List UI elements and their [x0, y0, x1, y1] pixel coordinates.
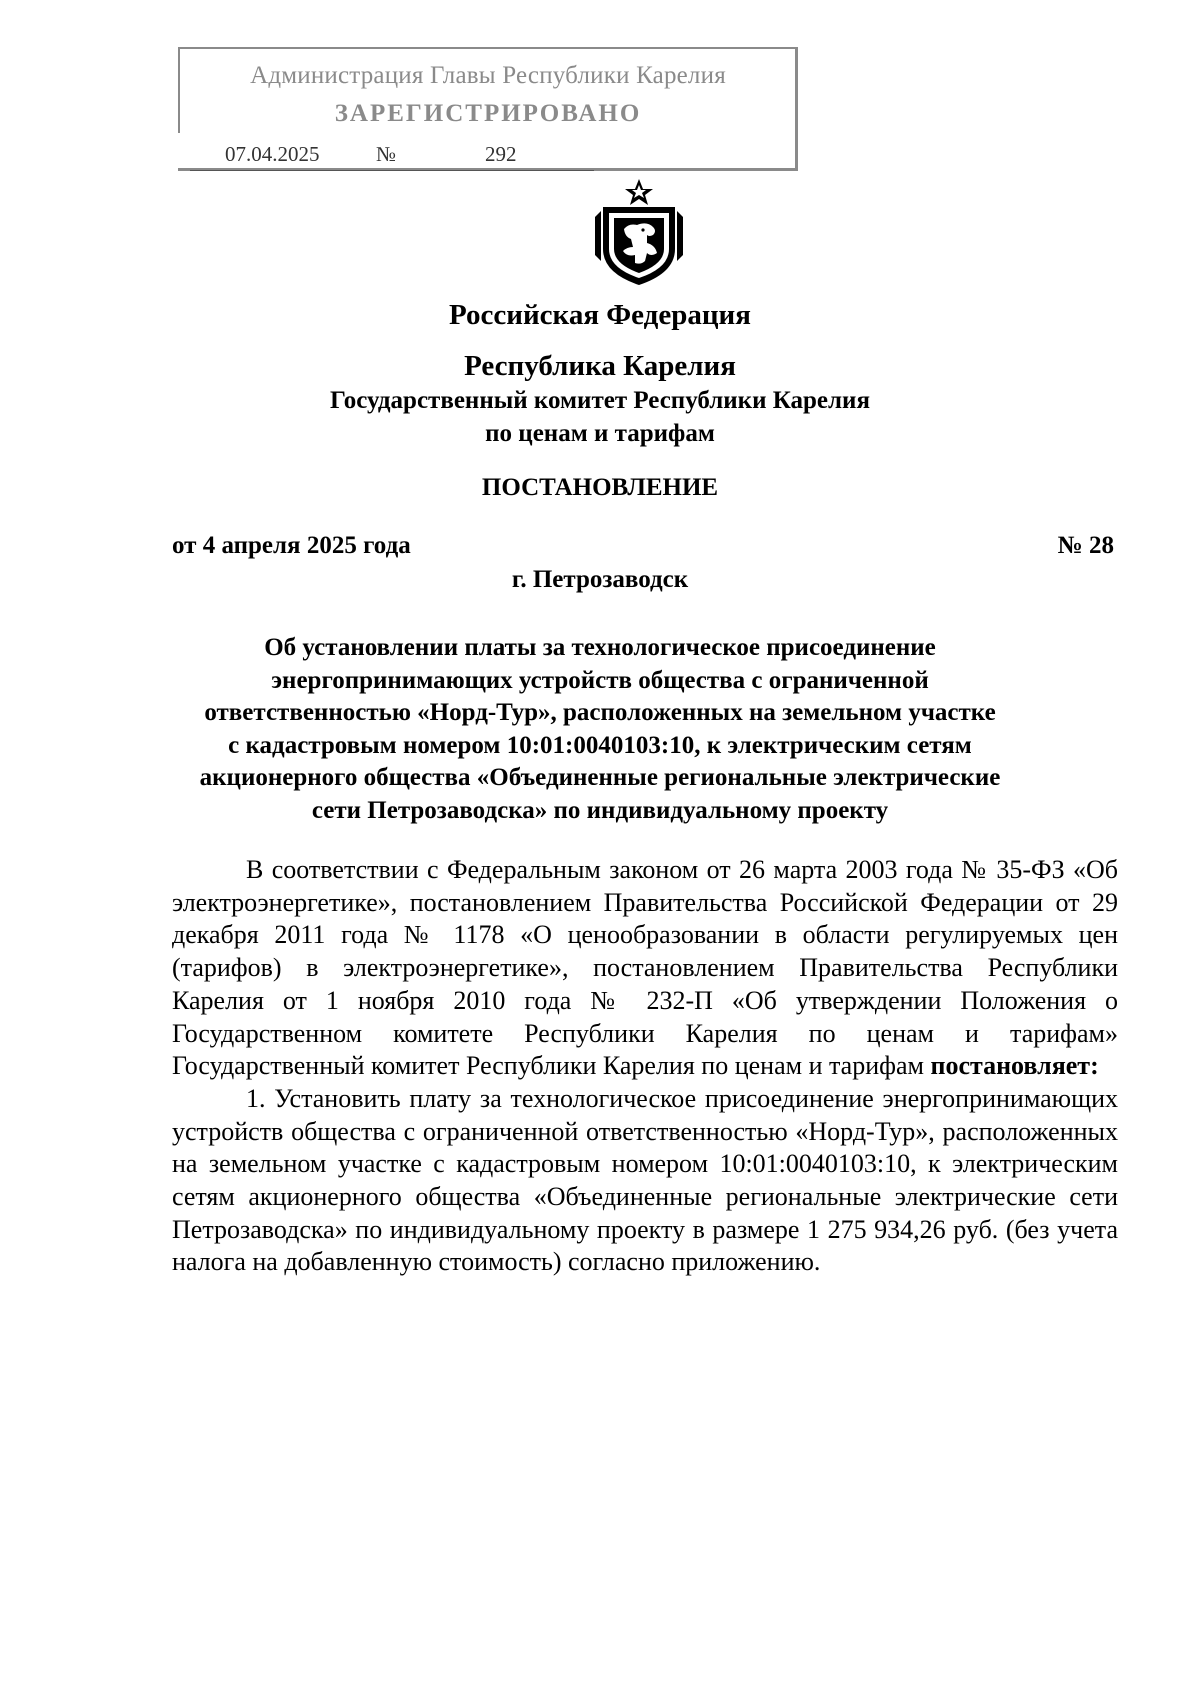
- title-line: энергопринимающих устройств общества с ограниченной: [271, 666, 929, 694]
- stamp-date: 07.04.2025: [225, 142, 320, 166]
- federation-heading: Российская Федерация: [449, 299, 751, 331]
- title-line: акционерного общества «Объединенные региональные электрические: [199, 764, 1001, 791]
- title-line: Об установлении платы за технологическое присоединение: [264, 634, 936, 661]
- committee-heading-line1: Государственный комитет Республики Карелия: [330, 387, 870, 414]
- committee-heading-line2: по ценам и тарифам: [485, 420, 715, 447]
- stamp-number: 292: [485, 142, 517, 166]
- title-line: сети Петрозаводска» по индивидуальному проекту: [311, 796, 889, 824]
- stamp-registered-label: ЗАРЕГИСТРИРОВАНО: [334, 100, 642, 127]
- stamp-registration-row: [190, 142, 594, 171]
- title-line: с кадастровым номером 10:01:0040103:10, к электрическим сетям: [228, 731, 972, 759]
- document-title: [160, 632, 1040, 827]
- document-date: от 4 апреля 2025 года: [172, 532, 411, 559]
- city-label: г. Петрозаводск: [511, 566, 689, 593]
- title-line: ответственностью «Норд-Тур», расположенных на земельном участке: [204, 699, 996, 726]
- stamp-authority: Администрация Главы Республики Карелия: [250, 62, 726, 89]
- document-number: № 28: [1057, 532, 1114, 559]
- preamble-paragraph: [172, 854, 1118, 1083]
- preamble-text: В соответствии с Федеральным законом от 26 марта 2003 года № 35-ФЗ «Об электроэнергетике», постановлением Правительства Российской Федерации от 29 декабря 2011 года № 1178 «О ценообразовании в области регулируемых цен (тарифов) в электроэнергетике», постановлением Правительства Республики Карелия от 1 ноября 2010 года № 232-П «Об утверждении Положения о Государственном комитете Республики Карелия по ценам и тарифам» Государственный комитет Республики Карелия по ценам и тарифам: [172, 855, 1118, 1081]
- karelia-coat-of-arms-icon: [591, 177, 687, 287]
- document-body: [172, 854, 1118, 1279]
- republic-heading: Республика Карелия: [464, 350, 736, 382]
- resolves-keyword: постановляет:: [930, 1051, 1099, 1081]
- stamp-number-sign: №: [376, 142, 397, 166]
- item-1-paragraph: 1. Установить плату за технологическое присоединение энергопринимающих устройств общества с ограниченной ответственностью «Норд-Тур», расположенных на земельном участке с кадастровым номером 10:01:0040103:10, к электрическим сетям акционерного общества «Объединенные региональные электрические сети Петрозаводска» по индивидуальному проекту в размере 1 275 934,26 руб. (без учета налога на добавленную стоимость) согласно приложению.: [172, 1083, 1118, 1277]
- document-type-heading: ПОСТАНОВЛЕНИЕ: [481, 474, 719, 501]
